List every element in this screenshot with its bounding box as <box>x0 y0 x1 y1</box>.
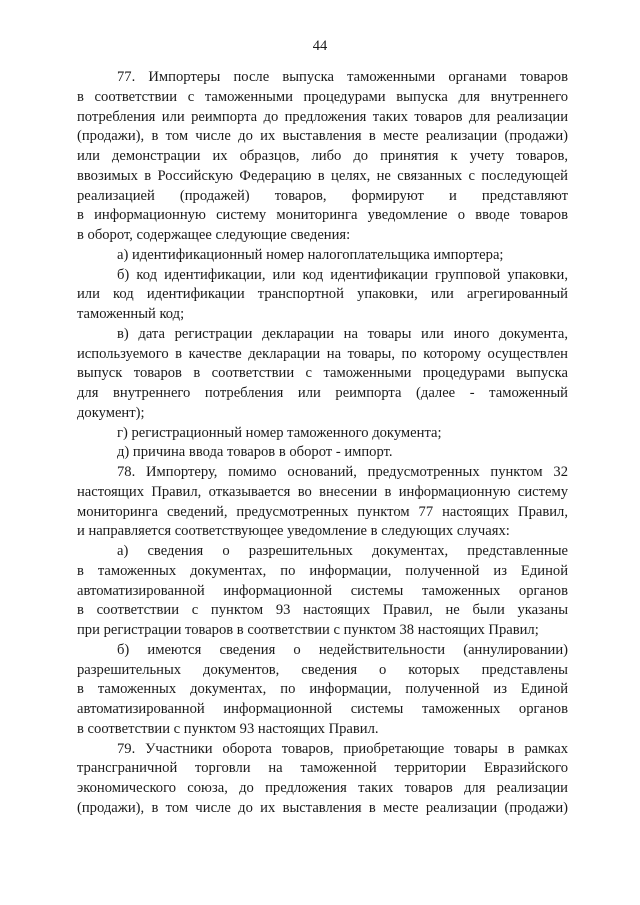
text-line: реализацией (продажей) товаров, формируют и представляют <box>77 187 568 204</box>
text-line: для внутреннего потребления или реимпорта (далее - таможенный <box>77 385 568 401</box>
text-line: трансграничной торговли на таможенной территории Евразийского <box>77 760 568 777</box>
text-line: и направляется соответствующее уведомление в следующих случаях: <box>77 523 510 540</box>
text-line: мониторинга сведений, предусмотренных пунктом 77 настоящих Правил, <box>77 503 568 520</box>
text-line: б) имеются сведения о недействительности (аннулировании) <box>117 641 568 658</box>
text-line: а) идентификационный номер налогоплательщика импортера; <box>117 246 504 263</box>
text-line: г) регистрационный номер таможенного документа; <box>117 424 442 441</box>
text-line: б) код идентификации, или код идентификации групповой упаковки, <box>117 266 568 283</box>
text-line: в информационную систему мониторинга уведомление о вводе товаров <box>77 207 568 224</box>
text-line: в оборот, содержащее следующие сведения: <box>77 227 351 243</box>
text-line: 78. Импортеру, помимо оснований, предусмотренных пунктом 32 <box>117 464 568 480</box>
text-line: документ); <box>77 404 145 421</box>
text-line: в соответствии с пунктом 93 настоящих Правил, не были указаны <box>77 602 568 619</box>
text-line: при регистрации товаров в соответствии с пунктом 38 настоящих Правил; <box>77 622 539 638</box>
document-body <box>77 68 568 819</box>
text-line: ввозимых в Российскую Федерацию в целях, не связанных с последующей <box>77 167 568 184</box>
text-line: разрешительных документов, сведения о которых представлены <box>77 661 568 678</box>
text-line: 79. Участники оборота товаров, приобретающие товары в рамках <box>117 740 568 757</box>
text-line: или демонстрации их образцов, либо до принятия к учету товаров, <box>77 148 568 164</box>
text-line: а) сведения о разрешительных документах, представленные <box>117 543 568 559</box>
text-line: экономического союза, до предложения таких товаров для реализации <box>77 780 568 796</box>
text-line: автоматизированной информационной системы таможенных органов <box>77 701 568 717</box>
text-line: 77. Импортеры после выпуска таможенными органами товаров <box>117 69 568 85</box>
text-line: выпуск товаров в соответствии с таможенными процедурами выпуска <box>77 365 568 382</box>
text-line: в соответствии с таможенными процедурами выпуска для внутреннего <box>77 88 568 105</box>
text-line: (продажи), в том числе до их выставления в месте реализации (продажи) <box>77 799 568 816</box>
text-line: в соответствии с пунктом 93 настоящих Правил. <box>77 720 379 737</box>
text-line: используемого в качестве декларации на товары, по которому осуществлен <box>77 345 568 362</box>
text-line: д) причина ввода товаров в оборот - импорт. <box>117 444 393 461</box>
text-line: или код идентификации транспортной упаковки, или агрегированный <box>77 286 568 303</box>
text-line: настоящих Правил, отказывается во внесении в информационную систему <box>77 483 568 500</box>
page-number: 44 <box>312 38 328 54</box>
text-line: в таможенных документах, по информации, полученной из Единой <box>77 562 568 579</box>
text-line: автоматизированной информационной системы таможенных органов <box>77 582 568 599</box>
text-line: в) дата регистрации декларации на товары или иного документа, <box>117 325 568 342</box>
text-line: (продажи), в том числе до их выставления в месте реализации (продажи) <box>77 128 568 145</box>
text-line: в таможенных документах, по информации, полученной из Единой <box>77 681 568 698</box>
text-line: потребления или реимпорта до предложения таких товаров для реализации <box>77 108 568 125</box>
text-line: таможенный код; <box>77 306 185 322</box>
